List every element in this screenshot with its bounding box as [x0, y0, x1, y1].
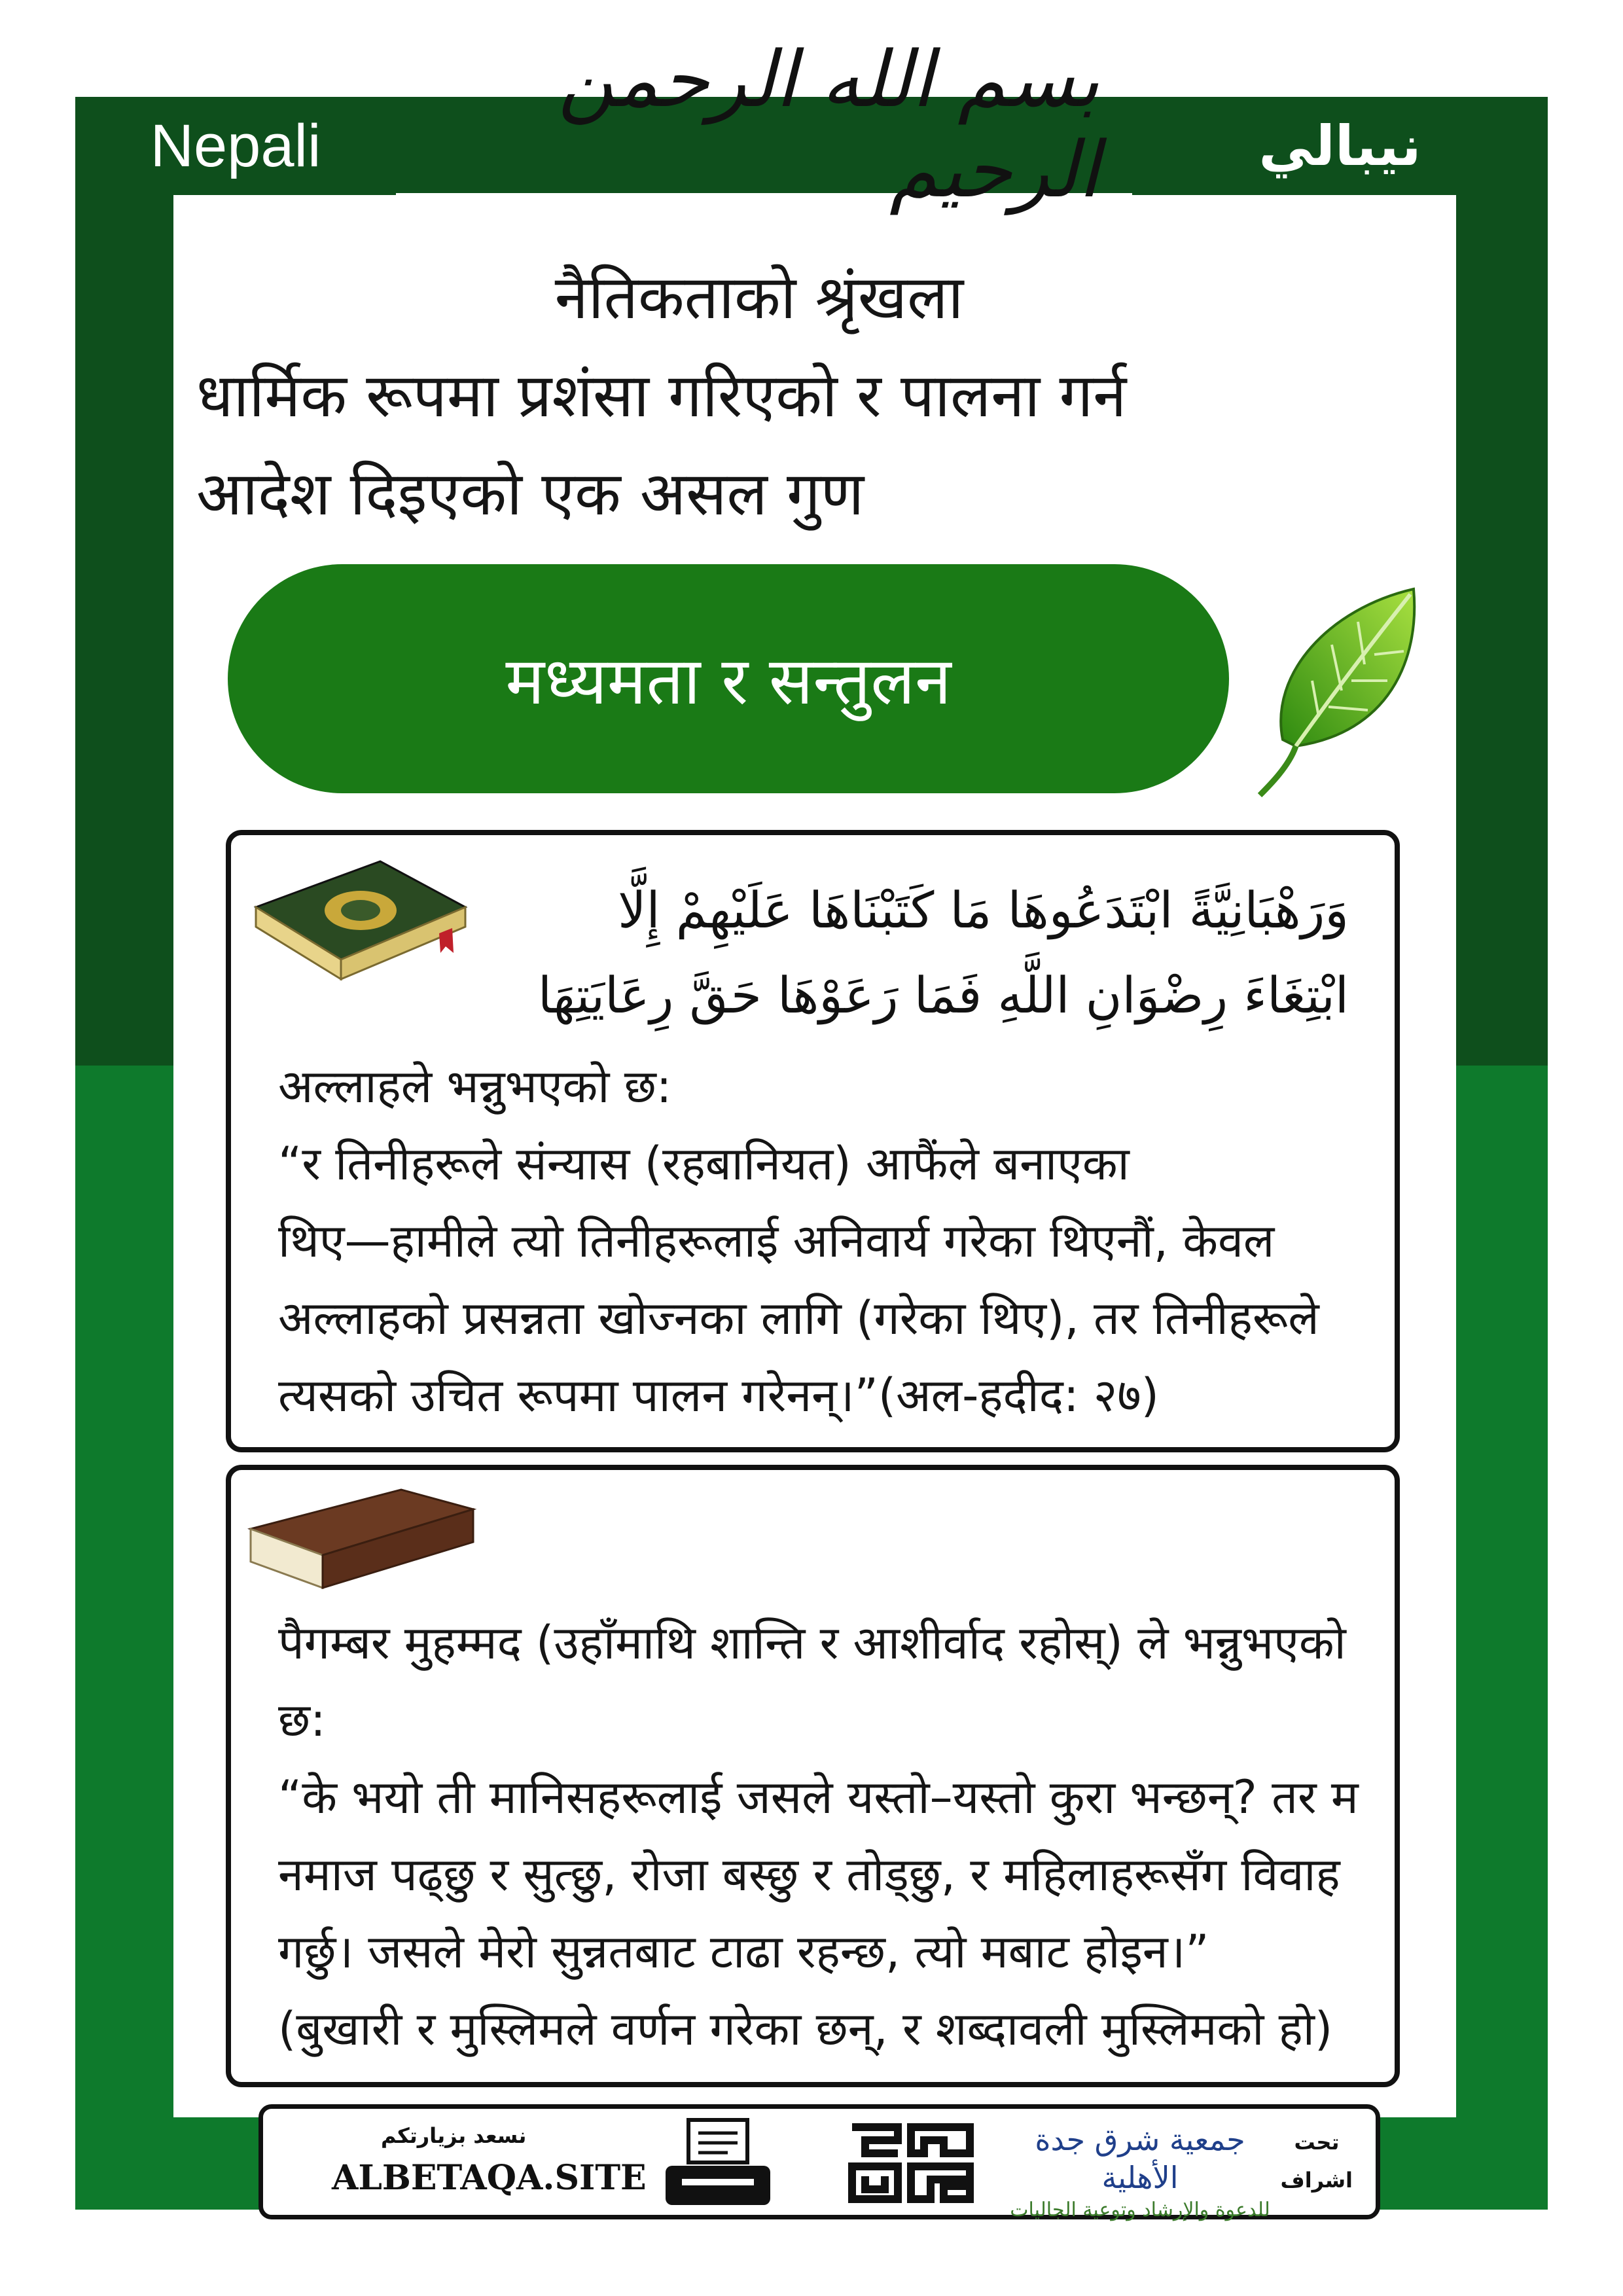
- headline-line-3: आदेश दिइएको एक असल गुण: [196, 459, 865, 529]
- kufic-logo: [839, 2114, 983, 2212]
- topic-banner: मध्यमता र सन्तुलन: [228, 564, 1229, 793]
- quran-line: “र तिनीहरूले संन्यास (रहबानियत) आफैंले बनाएका: [278, 1137, 1130, 1191]
- hadith-line: गर्छु। जसले मेरो सुन्नतबाट टाढा रहन्छ, त्यो मबाट होइन।”: [278, 1925, 1209, 1979]
- printer-icon[interactable]: [662, 2117, 774, 2215]
- quran-line: थिए—हामीले त्यो तिनीहरूलाई अनिवार्य गरेका थिएनौं, केवल: [278, 1214, 1275, 1268]
- hadith-line: (बुखारी र मुस्लिमले वर्णन गरेका छन्, र शब्दावली मुस्लिमको हो): [278, 2002, 1333, 2056]
- hadith-text: [278, 1604, 1391, 2068]
- series-title: नैतिकताको श्रृंखला: [554, 262, 964, 332]
- hadith-line: पैगम्बर मुहम्मद (उहाँमाथि शान्ति र आशीर्वाद रहोस्) ले भन्नुभएको: [278, 1616, 1346, 1670]
- hadith-book-icon: [244, 1483, 480, 1607]
- hadith-line: नमाज पढ्छु र सुत्छु, रोजा बस्छु र तोड्छु, र महिलाहरूसँग विवाह: [278, 1848, 1340, 1901]
- association-name: جمعية شرق جدة الأهلية: [1035, 2122, 1245, 2195]
- supervision-label: [1281, 2123, 1353, 2199]
- quran-verse-arabic: وَرَهْبَانِيَّةً ابْتَدَعُوهَا مَا كَتَبْنَاهَا عَلَيْهِمْ إِلَّا ابْتِغَاءَ رِضْوَانِ اللَّهِ فَمَا رَعَوْهَا حَقَّ رِعَايَتِهَا: [537, 881, 1349, 1024]
- footer-bar: [259, 2104, 1380, 2219]
- quran-line: अल्लाहले भन्नुभएको छ:: [278, 1060, 672, 1113]
- quran-box: [226, 830, 1400, 1452]
- headline: [196, 249, 1322, 543]
- quran-book-icon: [243, 855, 478, 986]
- association-logo: [1009, 2121, 1271, 2224]
- leaf-icon: [1257, 583, 1427, 798]
- footer-thanks: نسعد بزيارتكم: [381, 2123, 527, 2148]
- hadith-line: “के भयो ती मानिसहरूलाई जसले यस्तो–यस्तो कुरा भन्छन्? तर म: [278, 1770, 1359, 1824]
- quran-line: त्यसको उचित रूपमा पालन गरेनन्।”(अल-हदीद: २७): [278, 1369, 1159, 1422]
- association-subtitle: للدعوة والإرشاد وتوعية الجاليات: [1010, 2198, 1270, 2221]
- site-link[interactable]: ALBETAQA.SITE: [332, 2158, 647, 2198]
- quran-line: अल्लाहको प्रसन्नता खोज्नका लागि (गरेका थिए), तर तिनीहरूले: [278, 1291, 1319, 1345]
- language-label-arabic: نيبالي: [1132, 97, 1548, 195]
- basmala-calligraphy: بسم الله الرحمن الرحيم: [558, 34, 1099, 215]
- hadith-line: छ:: [278, 1693, 326, 1747]
- supervision-line-2: اشراف: [1280, 2168, 1353, 2193]
- supervision-line-1: تحت: [1294, 2130, 1340, 2155]
- hadith-box: [226, 1465, 1400, 2087]
- quran-translation: [278, 1048, 1391, 1434]
- headline-line-2: धार्मिक रूपमा प्रशंसा गरिएको र पालना गर्न: [196, 361, 1127, 431]
- language-label-nepali: Nepali: [75, 97, 396, 195]
